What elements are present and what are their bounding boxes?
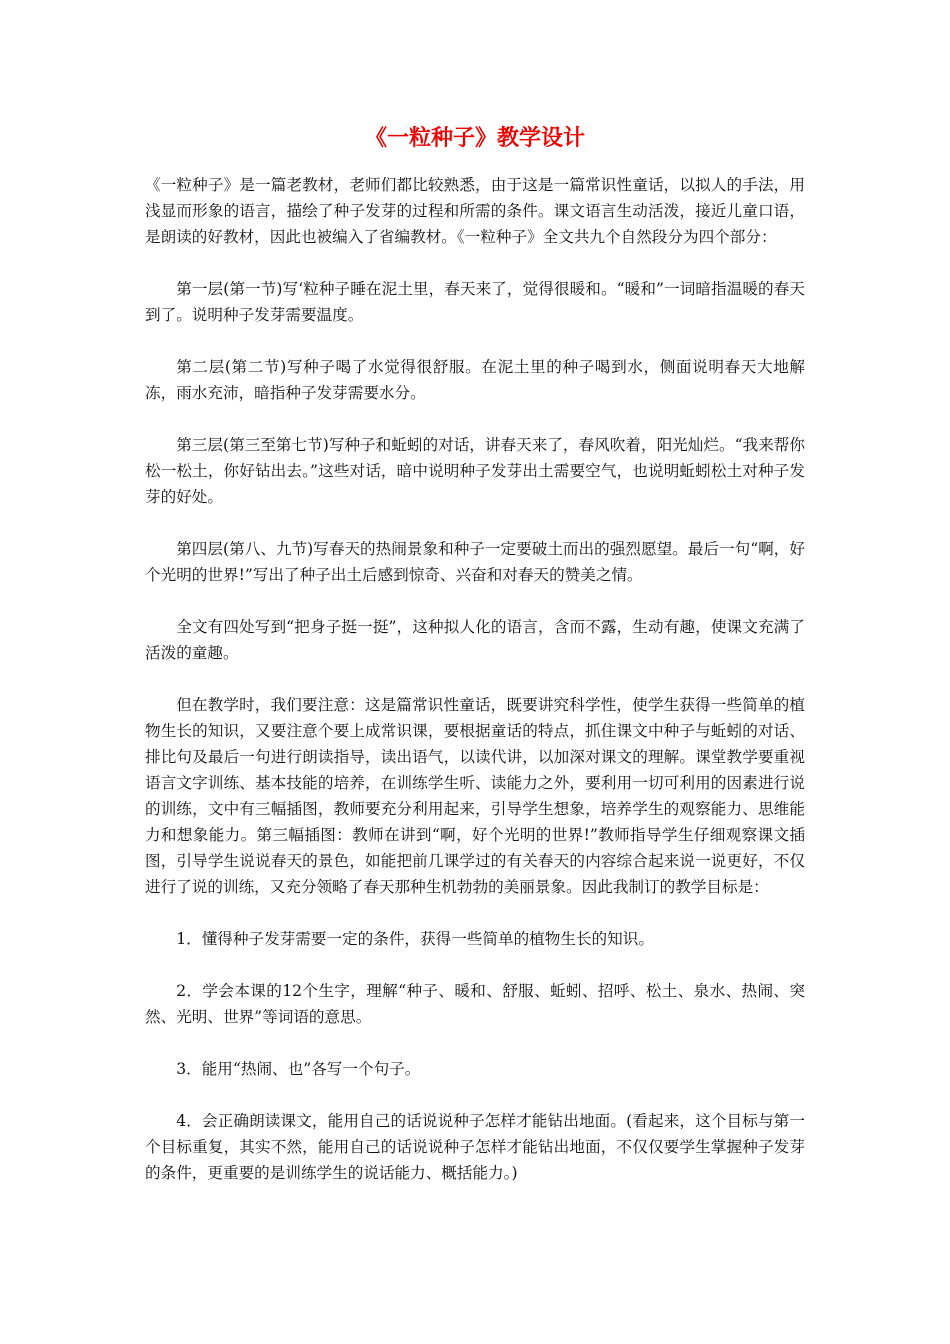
paragraph-summary: 全文有四处写到“把身子挺一挺”，这种拟人化的语言，含而不露，生动有趣，使课文充满了活泼的童趣。 bbox=[145, 618, 805, 662]
paragraph-layer-three: 第三层(第三至第七节)写种子和蚯蚓的对话，讲春天来了，春风吹着，阳光灿烂。“我来帮你松一松土，你好钻出去。”这些对话，暗中说明种子发芽出土需要空气，也说明蚯蚓松土对种子发芽的好处。 bbox=[145, 436, 805, 506]
goal-item-4: 4．会正确朗读课文，能用自己的话说说种子怎样才能钻出地面。(看起来，这个目标与第一个目标重复，其实不然，能用自己的话说说种子怎样才能钻出地面，不仅仅要学生掌握种子发芽的条件，更重要的是训练学生的说话能力、概括能力。) bbox=[145, 1112, 805, 1182]
goal-item-3: 3．能用“热闹、也”各写一个句子。 bbox=[176, 1060, 421, 1078]
intro-paragraph: 《一粒种子》是一篇老教材，老师们都比较熟悉，由于这是一篇常识性童话，以拟人的手法，用浅显而形象的语言，描绘了种子发芽的过程和所需的条件。课文语言生动活泼，接近儿童口语，是朗读的好教材，因此也被编入了省编教材。《一粒种子》全文共九个自然段分为四个部分： bbox=[145, 176, 805, 246]
paragraph-layer-two: 第二层(第二节)写种子喝了水觉得很舒服。在泥土里的种子喝到水，侧面说明春天大地解冻，雨水充沛，暗指种子发芽需要水分。 bbox=[145, 358, 805, 402]
goal-item-2: 2．学会本课的12个生字，理解“种子、暖和、舒服、蚯蚓、招呼、松土、泉水、热闹、突然、光明、世界”等词语的意思。 bbox=[145, 982, 805, 1026]
paragraph-layer-four: 第四层(第八、九节)写春天的热闹景象和种子一定要破土而出的强烈愿望。最后一句“啊，好个光明的世界!”写出了种子出土后感到惊奇、兴奋和对春天的赞美之情。 bbox=[145, 540, 805, 584]
document-title: 《一粒种子》教学设计 bbox=[364, 125, 585, 151]
document-body bbox=[145, 172, 805, 1212]
paragraph-layer-one: 第一层(第一节)写‘粒种子睡在泥土里，春天来了，觉得很暖和。“暖和”一词暗指温暖的春天到了。说明种子发芽需要温度。 bbox=[145, 280, 805, 324]
goal-item-1: 1．懂得种子发芽需要一定的条件，获得一些简单的植物生长的知识。 bbox=[176, 930, 654, 948]
paragraph-teaching-notes: 但在教学时，我们要注意：这是篇常识性童话，既要讲究科学性，使学生获得一些简单的植物生长的知识，又要注意个要上成常识课，要根据童话的特点，抓住课文中种子与蚯蚓的对话、排比句及最后一句进行朗读指导，读出语气，以读代讲，以加深对课文的理解。课堂教学要重视语言文字训练、基本技能的培养，在训练学生听、读能力之外，要利用一切可利用的因素进行说的训练，文中有三幅插图，教师要充分利用起来，引导学生想象，培养学生的观察能力、思维能力和想象能力。第三幅插图：教师在讲到“啊，好个光明的世界!”教师指导学生仔细观察课文插图，引导学生说说春天的景色，如能把前几课学过的有关春天的内容综合起来说一说更好，不仅进行了说的训练，又充分领略了春天那种生机勃勃的美丽景象。因此我制订的教学目标是： bbox=[145, 696, 805, 896]
